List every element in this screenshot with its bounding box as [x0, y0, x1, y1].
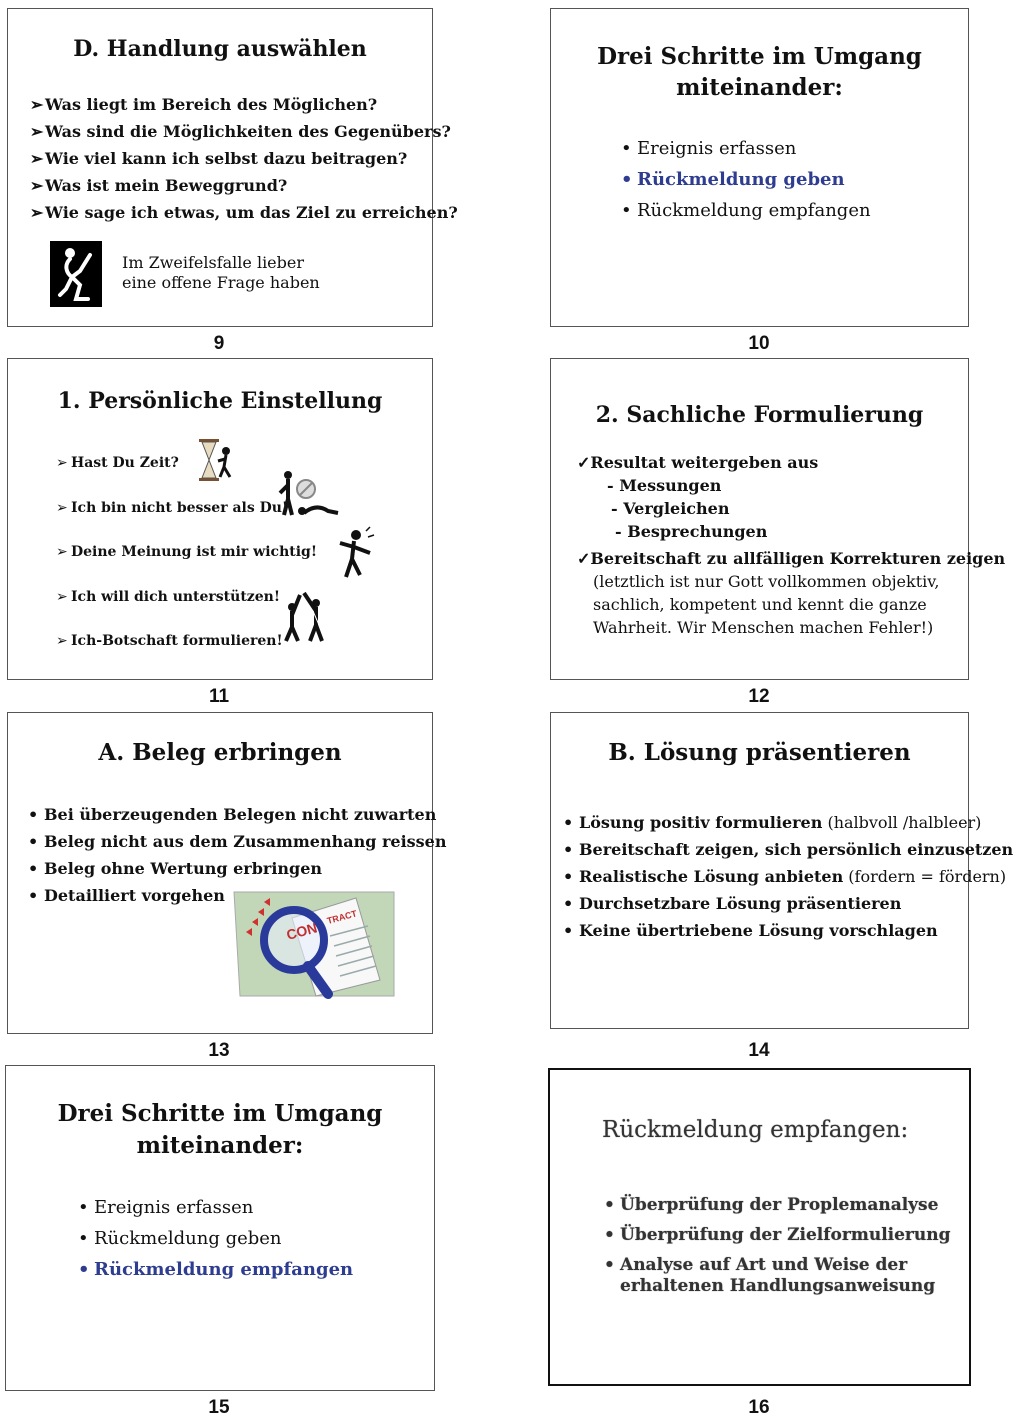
question-list [30, 91, 458, 226]
slide-15 [5, 1065, 435, 1391]
steps-list [621, 133, 871, 226]
list-item: ➢ Deine Meinung ist mir wichtig! [56, 544, 317, 560]
list-item: ➢ Ich-Botschaft formulieren! [56, 633, 283, 649]
slide-13 [7, 712, 447, 1034]
checkmark-icon: ✓ [577, 549, 591, 568]
list-item: • Realistische Lösung anbieten (fordern = fördern) [563, 867, 1007, 886]
arrow-icon: ➢ [30, 203, 44, 222]
list-item: • Bei überzeugenden Belegen nicht zuwarten [28, 805, 437, 824]
slide-10 [550, 8, 969, 327]
high-five-figures-icon [280, 587, 336, 645]
solution-list [563, 809, 1013, 944]
checkmark-icon: ✓ [577, 453, 591, 472]
list-item: ➢Wie sage ich etwas, um das Ziel zu erreichen? [30, 199, 458, 226]
slide-title-line-1: Drei Schritte im Umgang [597, 43, 922, 70]
slide-title-line-2: miteinander: [676, 74, 843, 101]
list-item: ➢Wie viel kann ich selbst dazu beitragen? [30, 145, 458, 172]
jumping-figure-icon [330, 525, 378, 583]
slide-title: A. Beleg erbringen [98, 739, 342, 766]
arrow-icon: ➢ [30, 95, 44, 114]
arrow-icon: ➢ [56, 633, 68, 649]
arrow-icon: ➢ [56, 588, 68, 605]
check-item: ✓Bereitschaft zu allfälligen Korrekturen zeigen [577, 549, 1006, 568]
list-item-continuation: erhaltenen Handlungsanweisung [620, 1276, 936, 1296]
slide-16 [548, 1068, 971, 1386]
page-number: 16 [748, 1397, 770, 1418]
page-number: 9 [213, 333, 225, 354]
page-number: 13 [208, 1040, 230, 1061]
list-item: ➢ Ich bin nicht besser als Du! [56, 499, 289, 516]
slide-14 [550, 712, 1013, 1029]
list-item: • Detailliert vorgehen [28, 886, 225, 905]
feedback-list [604, 1190, 951, 1276]
list-item: • Durchsetzbare Lösung präsentieren [563, 894, 902, 913]
slide-11 [7, 358, 433, 680]
steps-list [78, 1192, 353, 1285]
kneeling-figure-icon [50, 241, 102, 307]
list-item: • Rückmeldung geben [78, 1228, 282, 1249]
slide-title-line-1: Drei Schritte im Umgang [57, 1100, 383, 1127]
list-item: • Beleg ohne Wertung erbringen [28, 859, 323, 878]
list-item-highlighted: • Rückmeldung geben [621, 169, 845, 190]
list-item: • Analyse auf Art und Weise der [604, 1255, 908, 1275]
slide-title: 1. Persönliche Einstellung [57, 388, 383, 414]
hourglass-figure-icon [196, 437, 240, 483]
slide-title-line-2: miteinander: [136, 1132, 304, 1159]
paragraph-line: sachlich, kompetent und kennt die ganze [593, 595, 927, 614]
arrow-icon: ➢ [56, 544, 68, 560]
page-number: 11 [208, 686, 230, 707]
list-item: ➢ Hast Du Zeit? [56, 455, 179, 471]
list-item: ➢Was ist mein Beweggrund? [30, 172, 458, 199]
note-line-1: Im Zweifelsfalle lieber [122, 253, 305, 272]
list-item: • Ereignis erfassen [78, 1197, 254, 1218]
arrow-icon: ➢ [30, 122, 44, 141]
list-item-highlighted: • Rückmeldung empfangen [78, 1259, 354, 1280]
page-number: 14 [748, 1040, 770, 1061]
contract-label: CON [284, 919, 319, 943]
sub-item: - Messungen [607, 476, 722, 495]
list-item: ➢Was sind die Möglichkeiten des Gegenübers? [30, 118, 458, 145]
slide-title: B. Lösung präsentieren [608, 739, 911, 766]
arrow-icon: ➢ [56, 455, 68, 471]
page-number: 12 [748, 686, 770, 707]
sub-item: - Vergleichen [611, 499, 730, 518]
list-item: • Beleg nicht aus dem Zusammenhang reissen [28, 832, 447, 851]
slide-9 [7, 8, 458, 327]
list-item: • Überprüfung der Zielformulierung [604, 1225, 951, 1245]
list-item: • Keine übertriebene Lösung vorschlagen [563, 921, 938, 940]
sub-item: - Besprechungen [615, 522, 768, 541]
slide-title: 2. Sachliche Formulierung [595, 402, 924, 428]
list-item: • Rückmeldung empfangen [621, 200, 871, 221]
list-item: ➢ Ich will dich unterstützen! [56, 588, 280, 605]
list-item: ➢Was liegt im Bereich des Möglichen? [30, 91, 458, 118]
note-line-2: eine offene Frage haben [122, 273, 320, 292]
contract-magnifier-image [230, 888, 398, 1000]
arrow-icon: ➢ [30, 176, 44, 195]
slide-12 [550, 358, 1006, 680]
stop-figures-icon [276, 469, 346, 521]
arrow-icon: ➢ [56, 499, 68, 516]
page-number: 10 [748, 333, 770, 354]
page-number: 15 [208, 1397, 230, 1418]
list-item: • Überprüfung der Proplemanalyse [604, 1195, 939, 1215]
slide-title: D. Handlung auswählen [73, 36, 367, 62]
list-item: • Ereignis erfassen [621, 138, 797, 159]
contract-label: TRACT [325, 908, 358, 926]
paragraph-line: (letztlich ist nur Gott vollkommen objektiv, [593, 572, 940, 591]
arrow-icon: ➢ [30, 149, 44, 168]
slide-title: Rückmeldung empfangen: [602, 1117, 909, 1143]
list-item: • Lösung positiv formulieren (halbvoll /halbleer) [563, 813, 982, 832]
list-item: • Bereitschaft zeigen, sich persönlich einzusetzen [563, 840, 1013, 859]
paragraph-line: Wahrheit. Wir Menschen machen Fehler!) [593, 618, 934, 637]
check-item: ✓Resultat weitergeben aus [577, 453, 819, 472]
